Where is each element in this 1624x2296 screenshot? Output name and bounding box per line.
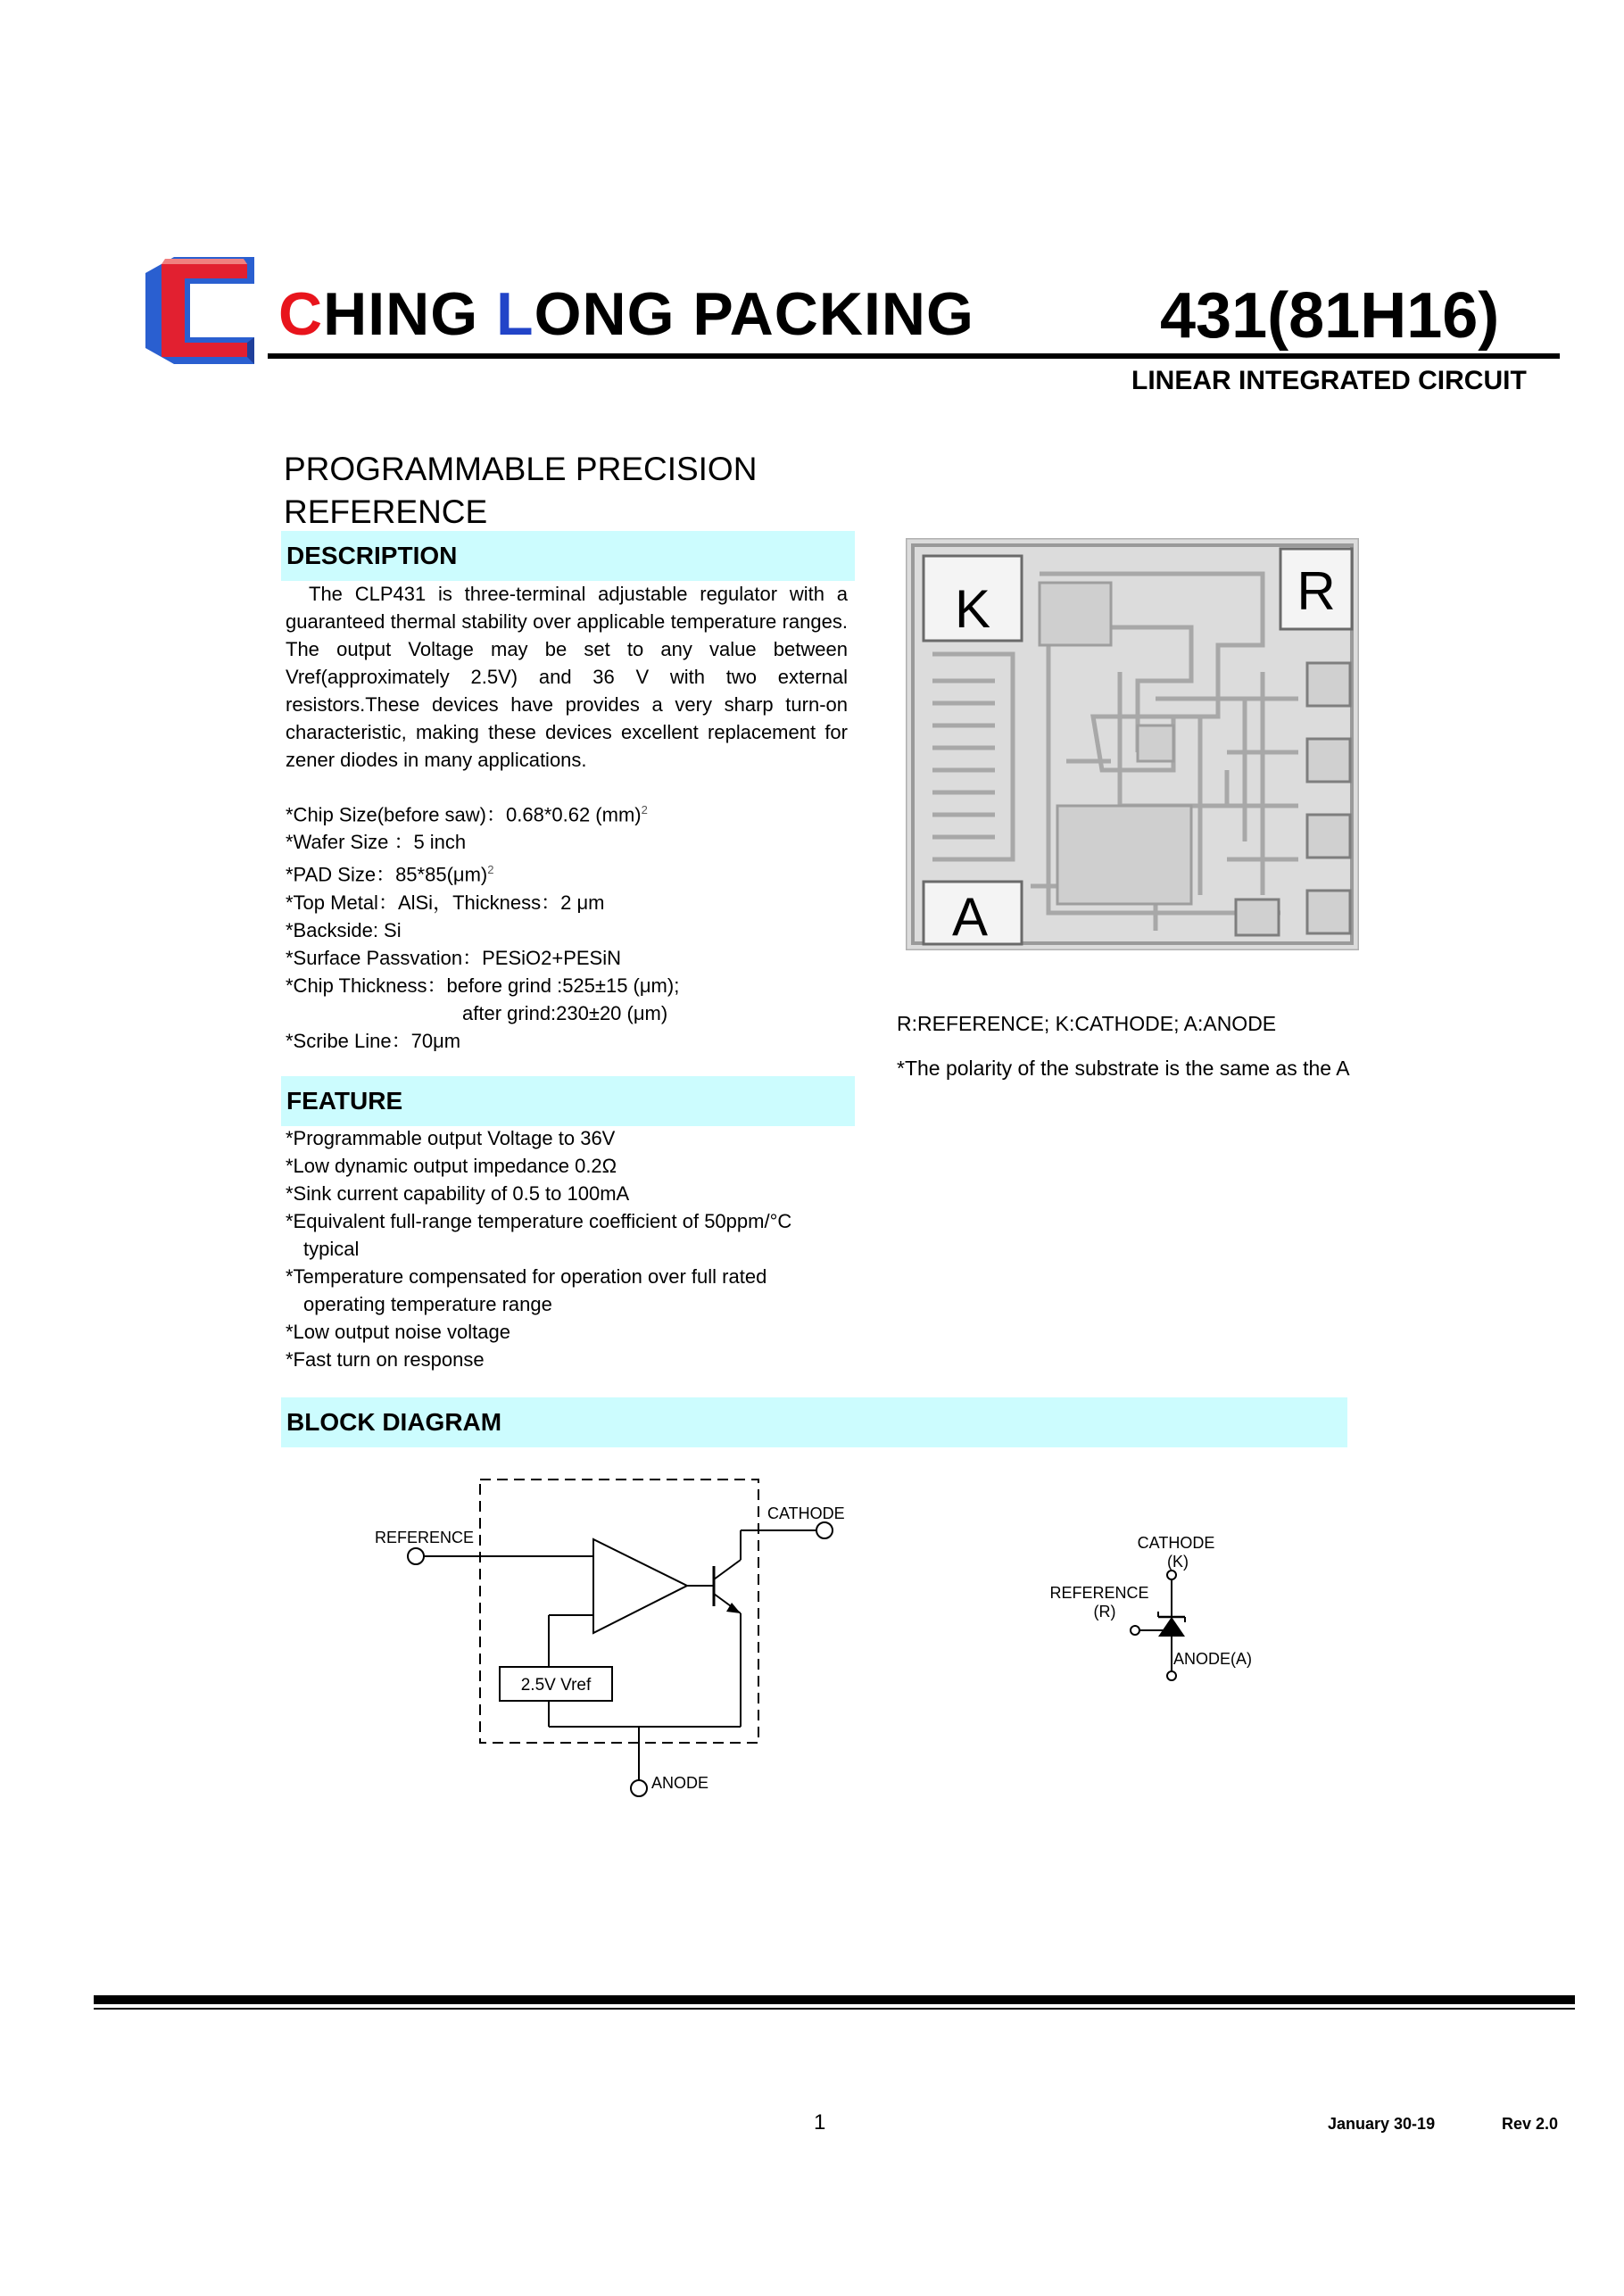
spec-passivation: *Surface Passvation：PESiO2+PESiN xyxy=(286,946,622,969)
block-diagram xyxy=(357,1463,892,1820)
feature-list xyxy=(286,1124,857,1373)
sym-anode-label: ANODE(A) xyxy=(1173,1650,1253,1668)
block-diagram-heading-band xyxy=(281,1397,1347,1447)
spec-chip-size-text: *Chip Size(before saw)：0.68*0.62 (mm) xyxy=(286,803,642,826)
die-pad-k-label: K xyxy=(954,579,991,639)
feature-heading-band xyxy=(281,1076,855,1126)
footer-rule-thin xyxy=(94,2008,1575,2010)
spec-scribe-line: *Scribe Line：70μm xyxy=(286,1029,461,1052)
substrate-polarity-note: *The polarity of the substrate is the same as the A xyxy=(897,1057,1350,1080)
feature-item: *Temperature compensated for operation over full rated xyxy=(286,1265,767,1288)
feature-item: *Sink current capability of 0.5 to 100mA xyxy=(286,1182,630,1205)
spec-thickness-before: *Chip Thickness：before grind :525±15 (μm); xyxy=(286,974,680,997)
spec-pad-size-sup: 2 xyxy=(487,863,494,877)
spec-chip-size xyxy=(286,796,857,828)
feature-heading: FEATURE xyxy=(286,1087,403,1115)
feature-item: *Equivalent full-range temperature coefficient of 50ppm/°C xyxy=(286,1210,792,1232)
die-pad-r-label: R xyxy=(1297,561,1336,621)
bd-cathode-label: CATHODE xyxy=(767,1504,845,1522)
bd-anode-label: ANODE xyxy=(651,1774,709,1792)
spec-thickness-after: after grind:230±20 (μm) xyxy=(462,1001,668,1024)
company-initial-l: L xyxy=(496,280,534,348)
bd-vref-label: 2.5V Vref xyxy=(520,1676,592,1695)
tl431-symbol xyxy=(1044,1530,1276,1691)
document-title-line2: REFERENCE xyxy=(284,493,488,530)
company-initial-c: C xyxy=(278,280,324,348)
document-title-line1: PROGRAMMABLE PRECISION xyxy=(284,451,758,487)
spec-chip-size-sup: 2 xyxy=(641,803,648,816)
feature-item: *Low dynamic output impedance 0.2Ω xyxy=(286,1155,617,1177)
zener-diode-symbol xyxy=(1158,1617,1185,1637)
spec-backside: *Backside: Si xyxy=(286,918,402,941)
feature-item: *Programmable output Voltage to 36V xyxy=(286,1127,616,1149)
block-diagram-heading: BLOCK DIAGRAM xyxy=(286,1408,502,1436)
revision-number: Rev 2.0 xyxy=(1502,2115,1559,2133)
company-logo xyxy=(138,248,263,373)
opamp-symbol xyxy=(593,1539,687,1633)
die-pad-a-label: A xyxy=(951,887,989,947)
sym-r-label: (R) xyxy=(1093,1603,1116,1620)
description-paragraph: The CLP431 is three-terminal adjustable regulator with a guaranteed thermal stability over applicable temperature ranges. The output Voltage may be set to any value between Vref(approximately 2.5V) and 36 V with two external resistors.These devices have provides a very sharp turn-on characteristic, making these devices excellent replacement for zener diodes in many applications. xyxy=(286,583,848,771)
revision-date: January 30-19 xyxy=(1328,2115,1436,2133)
sym-cathode-label: CATHODE xyxy=(1137,1534,1215,1552)
footer-rule xyxy=(94,1995,1575,2004)
company-name-part1: HING xyxy=(323,280,497,348)
header-rule xyxy=(268,353,1560,359)
description-heading: DESCRIPTION xyxy=(286,542,458,569)
company-name xyxy=(278,280,974,348)
bd-reference-label: REFERENCE xyxy=(375,1529,475,1546)
feature-item-continuation: typical xyxy=(303,1238,360,1260)
spec-pad-size-text: *PAD Size：85*85(μm) xyxy=(286,863,488,886)
feature-item: *Fast turn on response xyxy=(286,1348,485,1371)
sym-k-label: (K) xyxy=(1167,1553,1189,1571)
spec-top-metal: *Top Metal：AlSi，Thickness：2 μm xyxy=(286,891,605,914)
feature-item: *Low output noise voltage xyxy=(286,1321,510,1343)
page-number: 1 xyxy=(814,2110,826,2134)
header-subtitle: LINEAR INTEGRATED CIRCUIT xyxy=(1131,366,1527,395)
sym-reference-label: REFERENCE xyxy=(1049,1584,1149,1602)
description-heading-band xyxy=(281,531,855,581)
spec-pad-size xyxy=(286,856,857,888)
spec-wafer-size: *Wafer Size ：5 inch xyxy=(286,831,467,854)
die-layout-image xyxy=(906,538,1359,950)
document-title xyxy=(284,448,908,534)
spec-list xyxy=(286,796,857,1055)
pin-legend-note: R:REFERENCE; K:CATHODE; A:ANODE xyxy=(897,1012,1277,1035)
feature-item-continuation: operating temperature range xyxy=(303,1293,552,1315)
part-number: 431(81H16) xyxy=(1160,280,1500,352)
company-name-part2: ONG PACKING xyxy=(534,280,974,348)
